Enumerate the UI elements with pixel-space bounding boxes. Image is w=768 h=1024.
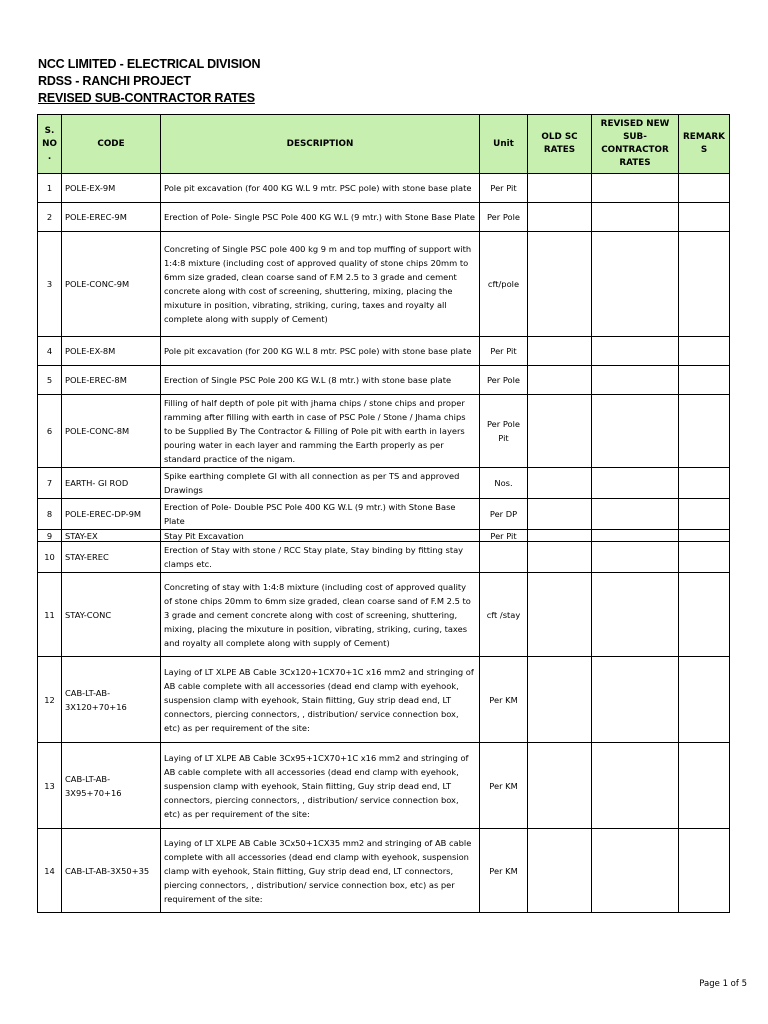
table-row [38, 468, 730, 499]
row-code: POLE-EX-9M [62, 174, 161, 203]
row-sno: 8 [38, 499, 62, 530]
row-unit: Per Pole [480, 366, 528, 395]
row-description: Filling of half depth of pole pit with jhama chips / stone chips and proper ramming after filling with earth in case of PSC Pole / Stone / Jhama chips to be Supplied By The Contractor & Filling of Pole pit with earth in layers pouring water in each layer and ramming the Earth properly as per standard practice of the nigam. [161, 395, 480, 468]
row-description: Erection of Pole- Single PSC Pole 400 KG W.L (9 mtr.) with Stone Base Plate [161, 203, 480, 232]
document-title: REVISED SUB-CONTRACTOR RATES [38, 91, 255, 105]
row-description: Laying of LT XLPE AB Cable 3Cx120+1CX70+1C x16 mm2 and stringing of AB cable complete with all accessories (dead end clamp with eyehook, suspension clamp with eyehook, Stain fiitting, Guy strip dead end, LT connectors, piercing connectors, , distribution/ service connection box, etc) as per requirement of the site: [161, 657, 480, 743]
row-code: STAY-CONC [62, 573, 161, 657]
row-unit: Nos. [480, 468, 528, 499]
row-code: POLE-EX-8M [62, 337, 161, 366]
table-row [38, 743, 730, 829]
row-new-rate [592, 232, 679, 337]
table-row [38, 573, 730, 657]
row-description: Pole pit excavation (for 200 KG W.L 8 mtr. PSC pole) with stone base plate [161, 337, 480, 366]
row-description: Concreting of stay with 1:4:8 mixture (including cost of approved quality of stone chips 20mm to 6mm size graded, clean coarse sand of F.M 2.5 to 3 grade and cement concrete along with cost of screening, shuttering, mixing, placing the mixuture in position, vibrating, striking, curing, taxes and royalty all complete along with supply of Cement) [161, 573, 480, 657]
row-unit: Per KM [480, 829, 528, 913]
row-description: Spike earthing complete GI with all connection as per TS and approved Drawings [161, 468, 480, 499]
row-new-rate [592, 542, 679, 573]
col-header-new-rates: REVISED NEW SUB-CONTRACTOR RATES [592, 115, 679, 174]
row-unit: Per Pole [480, 203, 528, 232]
row-remarks [679, 203, 730, 232]
table-row [38, 499, 730, 530]
row-description: Pole pit excavation (for 400 KG W.L 9 mtr. PSC pole) with stone base plate [161, 174, 480, 203]
row-sno: 7 [38, 468, 62, 499]
row-new-rate [592, 395, 679, 468]
row-old-rate [528, 743, 592, 829]
row-unit: Per KM [480, 657, 528, 743]
table-row [38, 203, 730, 232]
row-new-rate [592, 573, 679, 657]
table-row [38, 174, 730, 203]
table-row [38, 366, 730, 395]
row-remarks [679, 829, 730, 913]
row-unit: Per DP [480, 499, 528, 530]
row-sno: 4 [38, 337, 62, 366]
row-description: Erection of Single PSC Pole 200 KG W.L (8 mtr.) with stone base plate [161, 366, 480, 395]
row-new-rate [592, 468, 679, 499]
row-old-rate [528, 174, 592, 203]
row-old-rate [528, 657, 592, 743]
row-new-rate [592, 743, 679, 829]
row-code: EARTH- GI ROD [62, 468, 161, 499]
table-row [38, 395, 730, 468]
row-old-rate [528, 542, 592, 573]
row-sno: 5 [38, 366, 62, 395]
row-sno: 13 [38, 743, 62, 829]
table-body [38, 174, 730, 913]
col-header-description: DESCRIPTION [161, 115, 480, 174]
rates-table [37, 114, 730, 913]
row-sno: 10 [38, 542, 62, 573]
table-row [38, 232, 730, 337]
table-row [38, 530, 730, 542]
row-unit: Per KM [480, 743, 528, 829]
row-remarks [679, 468, 730, 499]
col-header-remarks: REMARKS [679, 115, 730, 174]
col-header-sno: S. NO. [38, 115, 62, 174]
row-old-rate [528, 468, 592, 499]
row-code: POLE-CONC-9M [62, 232, 161, 337]
row-remarks [679, 573, 730, 657]
row-new-rate [592, 657, 679, 743]
row-code: CAB-LT-AB-3X95+70+16 [62, 743, 161, 829]
row-old-rate [528, 829, 592, 913]
col-header-unit: Unit [480, 115, 528, 174]
row-old-rate [528, 395, 592, 468]
row-description: Concreting of Single PSC pole 400 kg 9 m and top muffing of support with 1:4:8 mixture (including cost of approved quality of stone chips 20mm to 6mm size graded, clean coarse sand of F.M 2.5 to 3 grade and cement concrete along with cost of screening, shuttering, mixing, placing the mixuture in position, vibrating, striking, curing, taxes and royalty all complete along with supply of Cement) [161, 232, 480, 337]
row-unit: cft /stay [480, 573, 528, 657]
row-remarks [679, 366, 730, 395]
row-description: Laying of LT XLPE AB Cable 3Cx50+1CX35 mm2 and stringing of AB cable complete with all accessories (dead end clamp with eyehook, suspension clamp with eyehook, Stain fiitting, Guy strip dead end, LT connectors, piercing connectors, , distribution/ service connection box, etc) as per requirement of the site: [161, 829, 480, 913]
col-header-code: CODE [62, 115, 161, 174]
row-description: Erection of Pole- Double PSC Pole 400 KG W.L (9 mtr.) with Stone Base Plate [161, 499, 480, 530]
row-new-rate [592, 366, 679, 395]
project-title: RDSS - RANCHI PROJECT [38, 74, 191, 88]
row-sno: 12 [38, 657, 62, 743]
row-new-rate [592, 174, 679, 203]
company-title: NCC LIMITED - ELECTRICAL DIVISION [38, 57, 261, 71]
row-description: Laying of LT XLPE AB Cable 3Cx95+1CX70+1C x16 mm2 and stringing of AB cable complete with all accessories (dead end clamp with eyehook, suspension clamp with eyehook, Stain fiitting, Guy strip dead end, LT connectors, piercing connectors, , distribution/ service connection box, etc) as per requirement of the site: [161, 743, 480, 829]
row-unit [480, 542, 528, 573]
row-sno: 2 [38, 203, 62, 232]
row-sno: 3 [38, 232, 62, 337]
row-code: STAY-EREC [62, 542, 161, 573]
row-remarks [679, 395, 730, 468]
table-row [38, 542, 730, 573]
row-old-rate [528, 499, 592, 530]
row-new-rate [592, 203, 679, 232]
row-code: POLE-EREC-8M [62, 366, 161, 395]
row-remarks [679, 499, 730, 530]
row-new-rate [592, 530, 679, 542]
row-sno: 1 [38, 174, 62, 203]
row-remarks [679, 232, 730, 337]
row-old-rate [528, 337, 592, 366]
row-sno: 14 [38, 829, 62, 913]
col-header-old-rates: OLD SC RATES [528, 115, 592, 174]
row-code: CAB-LT-AB-3X120+70+16 [62, 657, 161, 743]
row-code: POLE-EREC-DP-9M [62, 499, 161, 530]
row-remarks [679, 542, 730, 573]
table-row [38, 657, 730, 743]
row-unit: Per Pit [480, 337, 528, 366]
row-sno: 9 [38, 530, 62, 542]
row-code: POLE-CONC-8M [62, 395, 161, 468]
table-row [38, 829, 730, 913]
document-header [38, 56, 260, 107]
table-row [38, 337, 730, 366]
row-unit: Per Pit [480, 174, 528, 203]
row-description: Stay Pit Excavation [161, 530, 480, 542]
row-remarks [679, 530, 730, 542]
row-sno: 6 [38, 395, 62, 468]
row-new-rate [592, 337, 679, 366]
row-unit: cft/pole [480, 232, 528, 337]
row-old-rate [528, 573, 592, 657]
row-code: CAB-LT-AB-3X50+35 [62, 829, 161, 913]
row-old-rate [528, 203, 592, 232]
row-remarks [679, 337, 730, 366]
row-code: STAY-EX [62, 530, 161, 542]
row-sno: 11 [38, 573, 62, 657]
page-number: Page 1 of 5 [699, 979, 747, 989]
row-old-rate [528, 530, 592, 542]
row-remarks [679, 657, 730, 743]
row-old-rate [528, 366, 592, 395]
row-new-rate [592, 499, 679, 530]
row-old-rate [528, 232, 592, 337]
table-header-row [38, 115, 730, 174]
row-new-rate [592, 829, 679, 913]
row-remarks [679, 174, 730, 203]
row-code: POLE-EREC-9M [62, 203, 161, 232]
row-unit: Per Pit [480, 530, 528, 542]
row-unit: Per Pole Pit [480, 395, 528, 468]
row-description: Erection of Stay with stone / RCC Stay plate, Stay binding by fitting stay clamps etc. [161, 542, 480, 573]
row-remarks [679, 743, 730, 829]
